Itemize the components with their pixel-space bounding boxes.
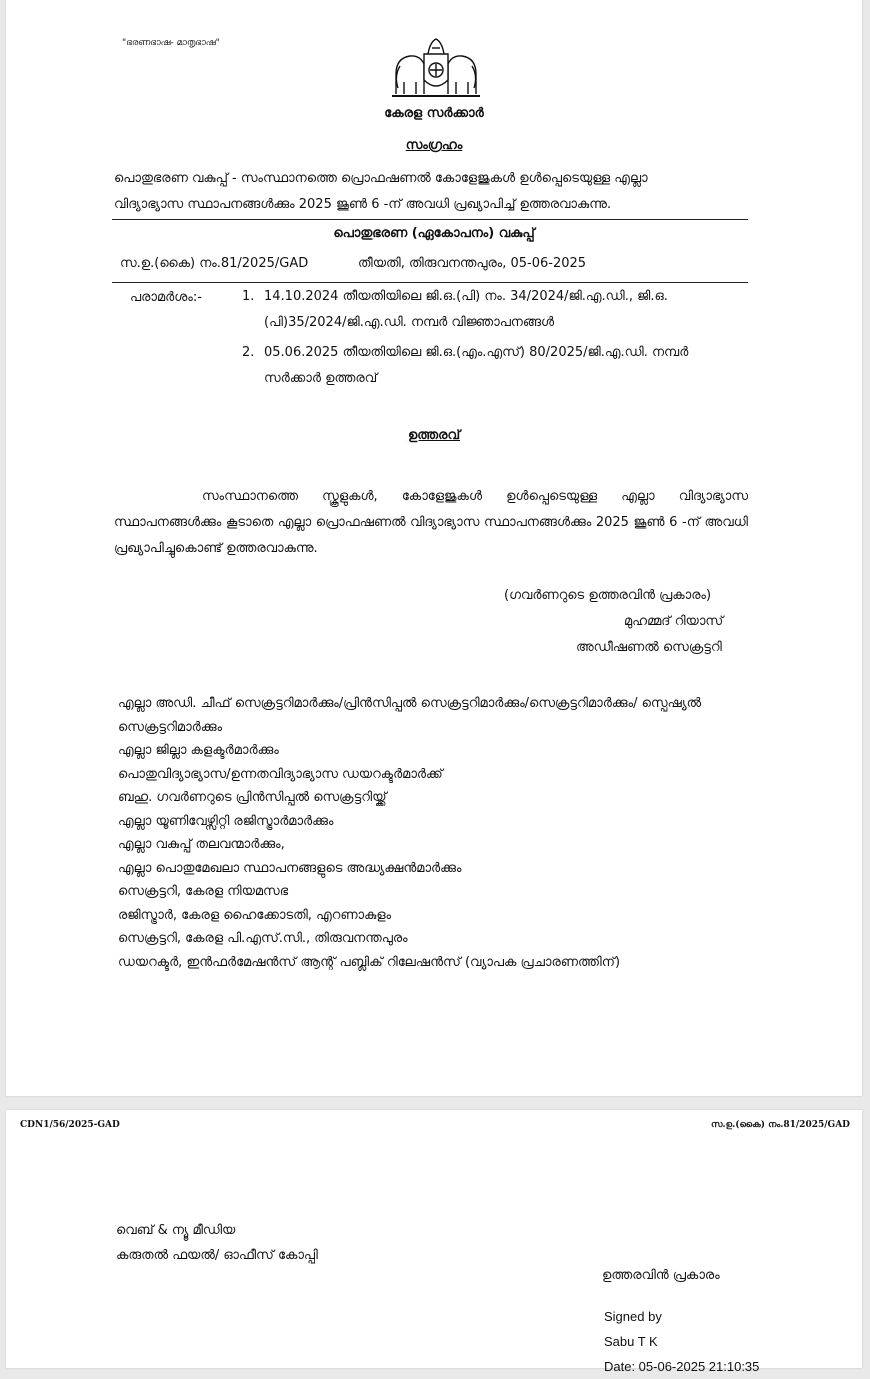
recipient-item: പൊതുവിദ്യാഭ്യാസ/ഉന്നതവിദ്യാഭ്യാസ ഡയറക്ടർമാർക്ക്	[118, 766, 443, 782]
subject	[114, 166, 748, 218]
signer-name: Sabu T K	[604, 1334, 658, 1349]
by-order: ഉത്തരവിൻ പ്രകാരം	[602, 1268, 720, 1283]
order-reference: സ.ഉ.(കൈ) നം.81/2025/GAD	[710, 1120, 850, 1130]
document-page-2	[6, 1110, 862, 1374]
reference-item	[242, 340, 748, 392]
subject-line: പൊതുഭരണ വകുപ്പ് - സംസ്ഥാനത്തെ പ്രൊഫഷണൽ കോളേജുകൾ ഉൾപ്പെടെയുള്ള എല്ലാ	[114, 171, 648, 186]
document-page-1	[6, 0, 862, 1096]
recipient-item: എല്ലാ ജില്ലാ കളക്ടർമാർക്കും	[118, 743, 279, 758]
recipient-item: രജിസ്ട്രാർ, കേരള ഹൈക്കോടതി, എറണാകുളം	[118, 907, 392, 923]
order-number: സ.ഉ.(കൈ) നം.81/2025/GAD	[120, 256, 309, 271]
copies-list	[116, 1218, 318, 1268]
motto: "ഭരണഭാഷ- മാതൃഭാഷ"	[122, 38, 220, 48]
reference-text	[264, 340, 748, 392]
divider	[112, 219, 748, 220]
recipient-item: സെക്രട്ടറി, കേരള നിയമസഭ	[118, 884, 289, 899]
recipient-item: ബഹു. ഗവർണറുടെ പ്രിൻസിപ്പൽ സെക്രട്ടറിയ്ക്ക്	[118, 790, 387, 805]
reference-line: 05.06.2025 തീയതിയിലെ ജി.ഒ.(എം.എസ്) 80/2025/ജി.എ.ഡി. നമ്പർ	[264, 345, 689, 360]
signed-by-label: Signed by	[604, 1309, 662, 1324]
file-reference: CDN1/56/2025-GAD	[20, 1120, 120, 1130]
references-label: പരാമർശം:-	[130, 290, 202, 305]
department-title: പൊതുഭരണ (ഏകോപനം) വകുപ്പ്	[333, 226, 535, 241]
signatory-designation: അഡീഷണൽ സെക്രട്ടറി	[576, 640, 722, 655]
divider	[112, 282, 748, 283]
order-heading: ഉത്തരവ്	[407, 428, 461, 443]
order-body: സംസ്ഥാനത്തെ സ്കൂളുകൾ, കോളേജുകൾ ഉൾപ്പെടെയുള്ള എല്ലാ വിദ്യാഭ്യാസ സ്ഥാപനങ്ങൾക്കും കൂടാതെ എല്ലാ പ്രൊഫഷണൽ വിദ്യാഭ്യാസ സ്ഥാപനങ്ങൾക്കും 2025 ജൂൺ 6 -ന് അവധി പ്രഖ്യാപിച്ചുകൊണ്ട് ഉത്തരവാകുന്നു.	[114, 489, 748, 556]
recipient-item: ഡയറക്ടർ, ഇൻഫർമേഷൻസ് ആന്റ് പബ്ലിക് റിലേഷൻസ് (വ്യാപക പ്രചാരണത്തിന്)	[118, 954, 621, 970]
by-order-of-governor: (ഗവർണറുടെ ഉത്തരവിൻ പ്രകാരം)	[504, 588, 712, 603]
recipient-item: സെക്രട്ടറി, കേരള പി.എസ്.സി., തിരുവനന്തപുരം	[118, 931, 408, 946]
copy-item: വെബ് & ന്യൂ മീഡിയ	[116, 1223, 236, 1238]
reference-number: 1.	[242, 289, 255, 304]
recipient-item: എല്ലാ യൂണിവേഴ്സിറ്റി രജിസ്ട്രാർമാർക്കും	[118, 813, 334, 829]
order-date: തീയതി, തിരുവനന്തപുരം, 05-06-2025	[358, 256, 587, 271]
reference-number: 2.	[242, 345, 255, 360]
subject-line: വിദ്യാഭ്യാസ സ്ഥാപനങ്ങൾക്കും 2025 ജൂൺ 6 -ന് അവധി പ്രഖ്യാപിച്ച് ഉത്തരവാകുന്നു.	[114, 197, 612, 212]
reference-text	[264, 284, 748, 336]
signed-date: Date: 05-06-2025 21:10:35	[604, 1359, 760, 1374]
reference-item	[242, 284, 748, 336]
government-title: കേരള സർക്കാർ	[384, 106, 484, 121]
reference-line: 14.10.2024 തീയതിയിലെ ജി.ഒ.(പി) നം. 34/2024/ജി.എ.ഡി., ജി.ഒ.	[264, 289, 668, 304]
recipients-list	[118, 692, 754, 974]
recipient-item: എല്ലാ പൊതുമേഖലാ സ്ഥാപനങ്ങളുടെ അദ്ധ്യക്ഷൻമാർക്കും	[118, 860, 462, 876]
signatory-name: മുഹമ്മദ് റിയാസ്	[624, 614, 724, 629]
reference-line: (പി)35/2024/ജി.എ.ഡി. നമ്പർ വിജ്ഞാപനങ്ങൾ	[264, 315, 555, 330]
reference-line: സർക്കാർ ഉത്തരവ്	[264, 371, 378, 386]
recipient-item: എല്ലാ അഡി. ചീഫ് സെക്രട്ടറിമാർക്കും/പ്രിൻസിപ്പൽ സെക്രട്ടറിമാർക്കും/സെക്രട്ടറിമാർക്കും/ സ്പെഷ്യൽ സെക്രട്ടറിമാർക്കും	[118, 696, 702, 735]
recipient-item: എല്ലാ വകുപ്പ് തലവന്മാർക്കും,	[118, 837, 285, 852]
copy-item: കരുതൽ ഫയൽ/ ഓഫീസ് കോപ്പി	[116, 1248, 318, 1263]
kerala-emblem-icon	[386, 36, 486, 102]
summary-heading: സംഗ്രഹം	[405, 138, 463, 153]
